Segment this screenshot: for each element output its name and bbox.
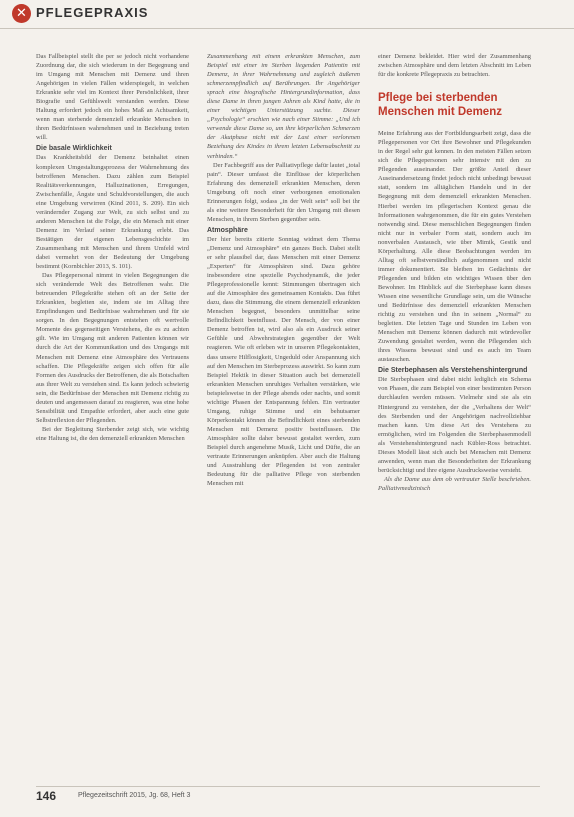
paragraph: Die Sterbephasen sind dabei nicht lediglich ein Schema von Phasen, die zum Beispiel von einer bestimmten Person durchlaufen werden müssen. Vielmehr sind sie als ein Hintergrund zu verstehen, der die „Verhaltens der Welt“ des Sterbenden und der Angehörigen nachvollziehbar machen kann. Um diese Art des Verstehens zu ermöglichen, wird im Folgenden die Sterbephasenmodell als Verstehenshintergrund nach Kübler-Ross betrachtet. Dieses Modell lässt sich auch bei Menschen mit Demenz anwenden, wenn man die Besonderheiten der Erkrankung berücksichtigt und ihre eigene Ausdrucksweise versteht.	[378, 376, 531, 474]
paragraph: einer Demenz bekleidet. Hier wird der Zusammenhang zwischen Atmosphäre und dem letzten Abschnitt im Leben für die konkrete Pflegepraxis zu betrachten.	[378, 53, 531, 79]
quote-paragraph: Zusammenhang mit einem erkrankten Menschen, zum Beispiel mit einer im Sterben liegenden Patientin mit Demenz, in ihrer Wahrnehmung und zugleich äußeren schmerzempfindlich auf Berührungen. Ihr Angehöriger sprach eine biografische Hintergrundinformation, dass diese Dame in ihren jungen Jahren als Kind hatte, die in einer wichtigen Unterstützung suchte. Dieser „Psychologie“ erschien wie nach einer Stimme: „Und ich verwende diese Dame so, um ihre körperlichen Schmerzen der Akutphase nicht mit der Last einer verlorenen Beziehung des Kindes in ihrem letzten Lebensabschnitt zu verbinden.“	[207, 53, 360, 160]
section-logo-icon: ✕	[12, 4, 31, 23]
paragraph: Bei der Begleitung Sterbender zeigt sich, wie wichtig eine Haltung ist, die den demenziell erkrankten Menschen	[36, 425, 189, 442]
paragraph: Das Pflegepersonal nimmt in vielen Begegnungen die sich verändernde Welt des Betroffenen wahr. Die betreuenden Pflegekräfte stehen oft an der Seite der Erkrankten, begleiten sie, indem sie im Alltag ihre Empfindungen und Bedürfnisse wahrnehmen und für sie sorgen. In den Begegnungen entstehen oft wertvolle Momente des gegenseitigen Verstehens, die es zu achten gilt. Wie im Umgang mit anderen Patienten können wir durch die Art der Kommunikation und des Umgangs mit Menschen mit Demenz eine Atmosphäre des Vertrauens schaffen. Die Pflegekräfte zeigen sich offen für alle Formen des Ausdrucks der Betroffenen, die als Botschaften aus ihrer Welt zu verstehen sind. Es kann jedoch schwierig sein, die Bedürfnisse der Menschen mit Demenz richtig zu deuten und angemessen darauf zu reagieren, was eine hohe Sensibilität und Empathie erfordert, aber auch eine gute Selbstreflexion der Pflegenden.	[36, 272, 189, 424]
subheading: Die basale Wirklichkeit	[36, 145, 112, 153]
text-column-left	[36, 52, 189, 757]
footer-divider	[36, 786, 540, 787]
text-column-middle	[207, 52, 360, 757]
paragraph: Der Fachbegriff aus der Palliativpflege dafür lautet „total pain“. Dieser umfasst die Einflüsse der körperlichen Erfahrung des demenziell erkrankten Menschen, deren Umgebung oft noch einer verborgenen emotionalen Erinnerungen folgt, sodass „in der Welt sein“ soll bei ihr als eine weitere Besonderheit für den Umgang mit diesen Menschen, in ihrem Sterben gegenüber sein.	[207, 161, 360, 223]
paragraph: Der hier bereits zitierte Sonntag widmet dem Thema „Demenz und Atmosphäre“ ein ganzes Buch. Dabei stellt er sehr plausibel dar, dass Menschen mit einer Demenz „Experten“ für Atmosphären sind. Dazu gehöre insbesondere eine spezielle Psychodynamik, die jeder Pflegeprofessionelle kennt: Stimmungen übertragen sich auf die Atmosphäre des gemeinsamen Kontakts. Das führt dazu, dass die Stimmung, die einem demenziell erkrankten Menschen begegnet, besonders unmittelbar seine Befindlichkeit beeinflusst. Der Mensch, der von einer Demenz betroffen ist, wird also als ein Ausdruck seiner Gefühle und Abwehrstrategien gegenüber der Welt reagieren. Wie oft erleben wir in unseren Pflegekontakten, dass unsere Hilflosigkeit, Ungeduld oder Anspannung sich auf den Menschen im Sterbeprozess auswirkt. So kann zum Beispiel Hektik in dieser Situation auch bei demenziell erkrankten Menschen unruhiges Verhalten verstärken, wie beispielsweise in der Pflege abends oder nachts, und somit wichtige Phasen der Entspannung fehlen. Ein vertrauter Umgang, ruhige Stimme und ein behutsamer Körperkontakt können die Befindlichkeit eines sterbenden Menschen mit Demenz positiv beeinflussen. Die Atmosphäre sollte daher bewusst gestaltet werden, zum Beispiel durch angenehme Musik, Licht und Düfte, die an vertraute Erinnerungen anknüpfen. Aber auch die Haltung und Ausstrahlung der Pflegenden ist von zentraler Bedeutung für die palliative Pflege von sterbenden Menschen mit	[207, 235, 360, 488]
page-number: 146	[36, 789, 57, 803]
journal-citation: Pflegezeitschrift 2015, Jg. 68, Heft 3	[78, 792, 191, 799]
section-heading: Pflege bei sterbenden Menschen mit Demenz	[378, 92, 502, 119]
paragraph: Das Fallbeispiel stellt die per se jedoch nicht vorhandene Zuordnung dar, die sich wiederum in der Begegnung und im Umgang mit Menschen mit Demenz und ihren Angehörigen in vielen Fällen widerspiegelt, in welchen Erkrankte sehr viel im Kontext ihrer Persönlichkeit, ihrer Biografie und Gefühlswelt verstanden werden. Diese Haltung erfordert jedoch ein hohes Maß an Achtsamkeit, wenn man sterbende demenziell erkrankte Menschen in ihren Bedürfnissen wahrnehmen und in Beziehung treten will.	[36, 53, 189, 142]
subheading: Die Sterbephasen als Verstehenshintergrund	[378, 367, 528, 375]
quote-paragraph: Als die Dame aus dem ob vertrauter Stelle beschrieben. Palliativmedizinisch	[378, 475, 531, 492]
subheading: Atmosphäre	[207, 226, 248, 234]
text-column-right	[378, 52, 531, 757]
paragraph: Meine Erfahrung aus der Fortbildungsarbeit zeigt, dass die Pflegepersonen vor Ort ihre Bewohner und Pflegekunden in der Regel sehr gut kennen. In den meisten Fällen setzen sich die Pflegepersonen sehr intensiv mit den zu Pflegenden auseinander. Der größte Anteil dieser Auseinandersetzung findet jedoch nicht unbedingt bewusst statt, sondern im alltäglichen Handeln und in der Begegnung mit dem demenziell erkrankten Menschen. Hierbei werden im pflegerischen Kontext genau die Informationen wahrgenommen, die für ein gutes Verstehen notwendig sind. Diese menschlichen Begegnungen finden nicht nur in verbaler Form statt, sondern auch im nonverbalen Austausch, wie über Mimik, Gestik und Körperhaltung. Alle diese Beobachtungen werden im Alltag oft selbstverständlich aufgenommen und nicht immer dokumentiert. Sie bleiben im Gedächtnis der Pflegenden und bilden ein wichtiges Wissen über den Bewohner. Im Hinblick auf die Sterbephase kann dieses Wissen eine wesentliche Grundlage sein, um die Wünsche und Bedürfnisse des demenziell erkrankten Menschen richtig zu verstehen und ihn in seinem „Normal“ zu begleiten. Die letzten Tage und Stunden im Leben von Menschen mit Demenz können dadurch mit würdevoller Zuwendung gestaltet werden, wenn die Pflegenden sich ihres Wissens bewusst sind und es auch im Team austauschen.	[378, 130, 531, 364]
paragraph: Das Krankheitsbild der Demenz beinhaltet einen komplexen Umgestaltungsprozess der Wahrnehmung des betroffenen Menschen. Dazu zählen zum Beispiel Realitätsverkennungen, Halluzinationen, Erregungen, Zwischenfälle, Ängste und Schuldvorstellungen, die auch eine Umgebung verwirren (Kind 2011, S. 209). Ein sich verändernder Zugang zur Welt, zu sich selbst und zu anderen Menschen ist die Folge, die ein Mensch mit einer Demenz im Verlauf seiner Erkrankung erlebt. Das Bestätigen der eigenen Lebensgeschichte im Zusammenhang mit Menschen und ihrem Umfeld wird dabei vermehrt von der Bedeutung der Umgebung bestimmt (Kornbichler 2013, S. 101).	[36, 154, 189, 271]
section-title: PFLEGEPRAXIS	[36, 5, 149, 20]
page-header	[0, 0, 574, 29]
